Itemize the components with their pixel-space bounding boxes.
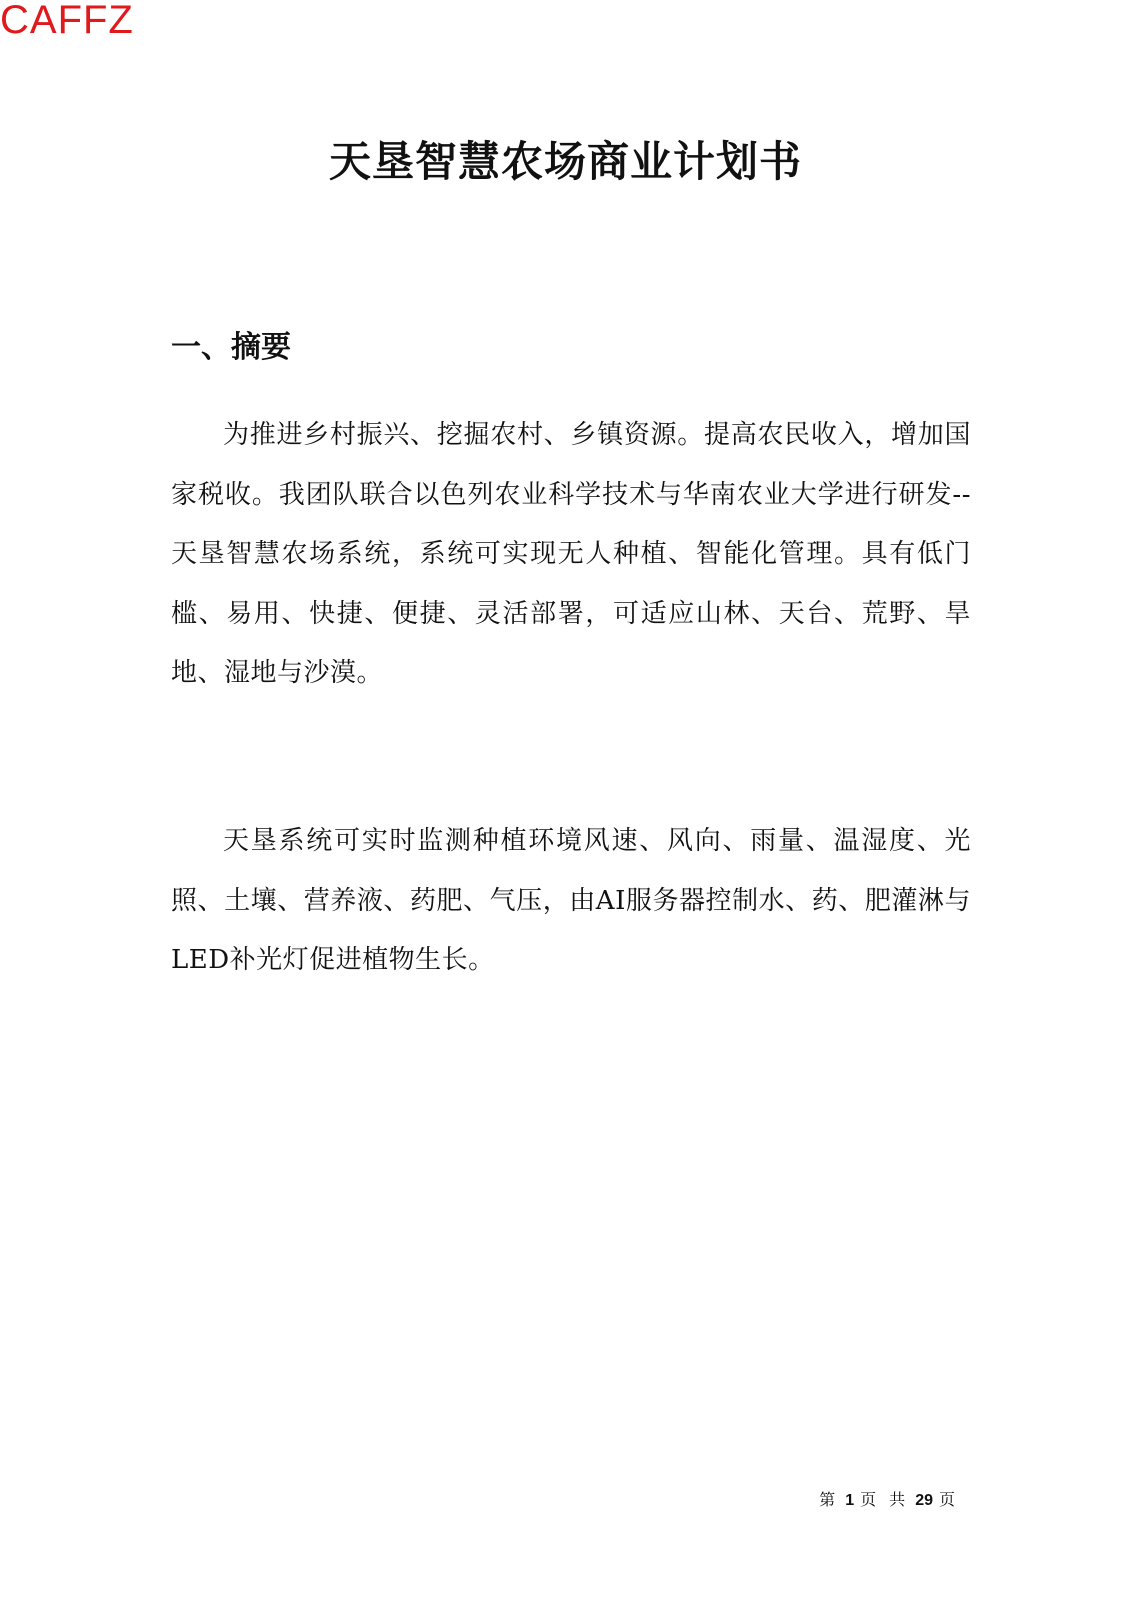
section-heading-summary: 一、摘要 — [171, 330, 291, 365]
document-title: 天垦智慧农场商业计划书 — [328, 137, 802, 186]
watermark-logo: CAFFZ — [0, 0, 134, 42]
current-page-number: 1 — [845, 1492, 855, 1509]
footer-suffix: 页 — [938, 1490, 959, 1509]
page-footer — [819, 1488, 959, 1513]
footer-prefix: 第 — [819, 1490, 840, 1509]
summary-paragraph-1: 为推进乡村振兴、挖掘农村、乡镇资源。提高农民收入，增加国家税收。我团队联合以色列农业科学技术与华南农业大学进行研发--天垦智慧农场系统，系统可实现无人种植、智能化管理。具有低门槛、易用、快捷、便捷、灵活部署，可适应山林、天台、荒野、旱地、湿地与沙漠。 — [171, 420, 971, 688]
footer-middle: 页 共 — [860, 1490, 910, 1509]
summary-paragraph-2: 天垦系统可实时监测种植环境风速、风向、雨量、温湿度、光照、土壤、营养液、药肥、气压，由AI服务器控制水、药、肥灌淋与LED补光灯促进植物生长。 — [171, 826, 971, 975]
total-pages-number: 29 — [915, 1492, 933, 1509]
